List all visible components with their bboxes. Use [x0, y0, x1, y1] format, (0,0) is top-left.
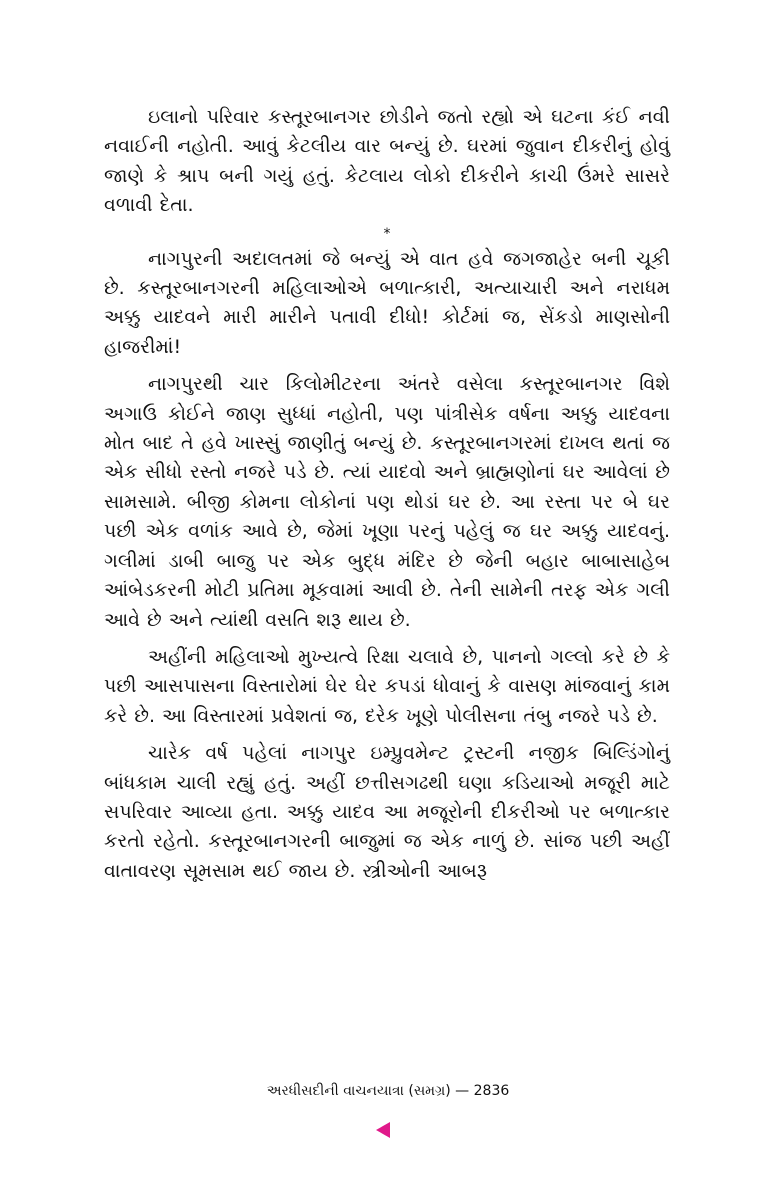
paragraph-gap — [104, 362, 670, 370]
paragraph-gap — [104, 635, 670, 643]
paragraph-gap — [104, 731, 670, 739]
previous-page-arrow-icon[interactable] — [376, 1122, 390, 1138]
paragraph-1: ઇલાનો પરિવાર કસ્તૂરબાનગર છોડીને જતો રહ્યો એ ઘટના કંઈ નવી નવાઈની નહોતી. આવું કેટલીય વાર બન્યું છે. ઘરમાં જુવાન દીકરીનું હોવું જાણે કે શ્રાપ બની ગયું હતું. કેટલાય લોકો દીકરીને કાચી ઉંમરે સાસરે વળાવી દેતા. — [104, 106, 670, 217]
paragraph-4: અહીંની મહિલાઓ મુખ્યત્વે રિક્ષા ચલાવે છે, પાનનો ગલ્લો કરે છે કે પછી આસપાસના વિસ્તારોમાં ઘેર ઘેર કપડાં ધોવાનું કે વાસણ માંજવાનું કામ કરે છે. આ વિસ્તારમાં પ્રવેશતાં જ, દરેક ખૂણે પોલીસના તંબુ નજરે પડે છે. — [104, 645, 670, 727]
paragraph-5: ચારેક વર્ષ પહેલાં નાગપુર ઇમ્પ્રુવમેન્ટ ટ્રસ્ટની નજીક બિલ્ડિંગોનું બાંધકામ ચાલી રહ્યું હતું. અહીં છત્તીસગઢથી ઘણા કડિયાઓ મજૂરી માટે સપરિવાર આવ્યા હતા. અક્કુ યાદવ આ મજૂરોની દીકરીઓ પર બળાત્કાર કરતો રહેતો. કસ્તૂરબાનગરની બાજુમાં જ એક નાળું છે. સાંજ પછી અહીં વાતાવરણ સૂમસામ થઈ જાય છે. સ્ત્રીઓની આબરૂ — [104, 742, 670, 882]
page-footer: અરધીસદીની વાચનયાત્રા (સમગ્ર) — 2836 — [266, 1083, 510, 1099]
section-separator: * — [383, 225, 391, 242]
paragraph-3: નાગપુરથી ચાર કિલોમીટરના અંતરે વસેલા કસ્તૂરબાનગર વિશે અગાઉ કોઈને જાણ સુધ્ધાં નહોતી, પણ પાંત્રીસેક વર્ષના અક્કુ યાદવના મોત બાદ તે હવે ખાસ્સું જાણીતું બન્યું છે. કસ્તૂરબાનગરમાં દાખલ થતાં જ એક સીધો રસ્તો નજરે પડે છે. ત્યાં યાદવો અને બ્રાહ્મણોનાં ઘર આવેલાં છે સામસામે. બીજી કોમના લોકોનાં પણ થોડાં ઘર છે. આ રસ્તા પર બે ઘર પછી એક વળાંક આવે છે, જેમાં ખૂણા પરનું પહેલું જ ઘર અક્કુ યાદવનું. ગલીમાં ડાબી બાજુ પર એક બુદ્ધ મંદિર છે જેની બહાર બાબાસાહેબ આંબેડકરની મોટી પ્રતિમા મૂકવામાં આવી છે. તેની સામેની તરફ એક ગલી આવે છે અને ત્યાંથી વસતિ શરૂ થાય છે. — [104, 373, 670, 631]
page-body — [104, 103, 670, 886]
paragraph-2: નાગપુરની અદાલતમાં જે બન્યું એ વાત હવે જગજાહેર બની ચૂકી છે. કસ્તૂરબાનગરની મહિલાઓએ બળાત્કારી, અત્યાચારી અને નરાધમ અક્કુ યાદવને મારી મારીને પતાવી દીધો! કોર્ટમાં જ, સેંકડો માણસોની હાજરીમાં! — [104, 247, 670, 358]
